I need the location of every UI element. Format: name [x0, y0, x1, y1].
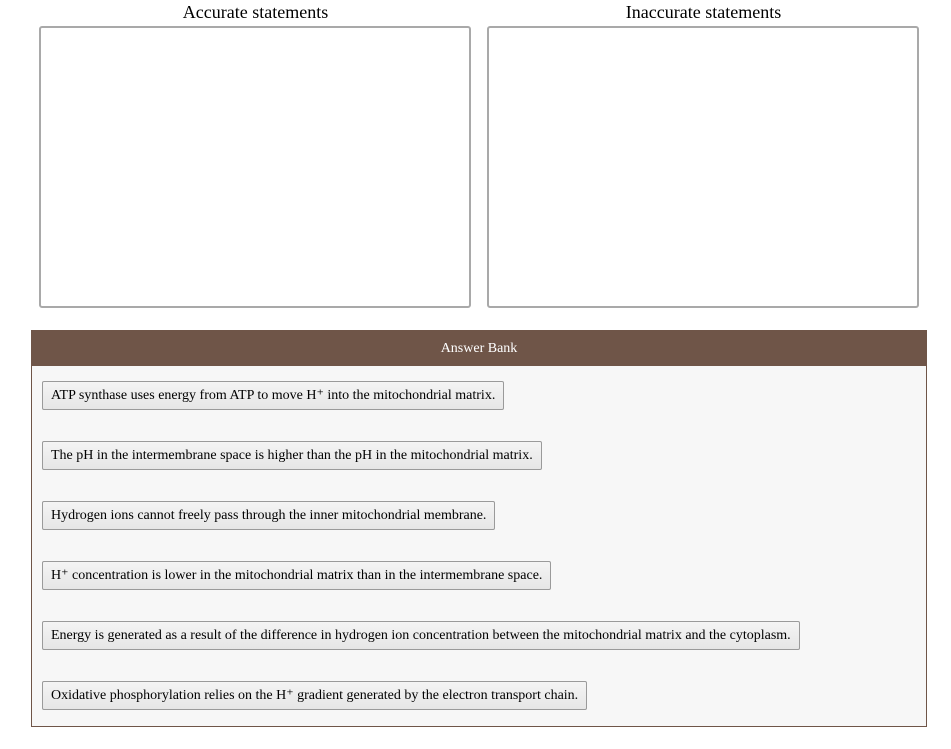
accurate-column-title: Accurate statements	[182, 2, 329, 22]
inaccurate-drop-zone[interactable]	[487, 26, 919, 308]
inaccurate-column-title: Inaccurate statements	[625, 2, 782, 22]
answer-item[interactable]: Energy is generated as a result of the difference in hydrogen ion concentration between the mitochondrial matrix and the cytoplasm.	[42, 621, 800, 650]
answer-item[interactable]: The pH in the intermembrane space is higher than the pH in the mitochondrial matrix.	[42, 441, 542, 470]
answer-bank	[31, 330, 927, 727]
answer-bank-header: Answer Bank	[32, 331, 926, 366]
answer-item[interactable]: Hydrogen ions cannot freely pass through the inner mitochondrial membrane.	[42, 501, 495, 530]
answer-item[interactable]: Oxidative phosphorylation relies on the H⁺ gradient generated by the electron transport chain.	[42, 681, 587, 710]
accurate-drop-zone[interactable]	[39, 26, 471, 308]
answer-item[interactable]: ATP synthase uses energy from ATP to move H⁺ into the mitochondrial matrix.	[42, 381, 504, 410]
answer-item[interactable]: H⁺ concentration is lower in the mitochondrial matrix than in the intermembrane space.	[42, 561, 551, 590]
